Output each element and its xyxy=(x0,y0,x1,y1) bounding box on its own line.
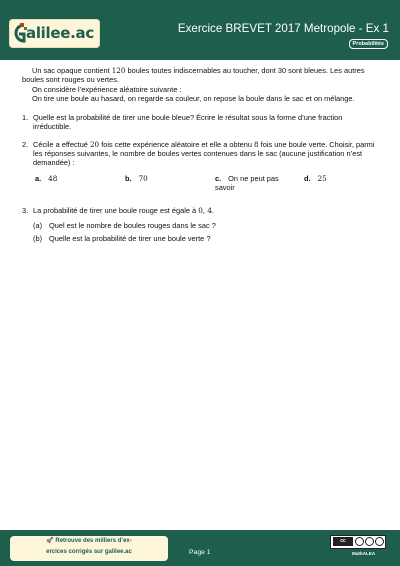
logo-text: alilee.ac xyxy=(26,24,94,42)
sub-question-b: (b) Quelle est la probabilité de tirer une boule verte ? xyxy=(33,234,211,244)
cc-nc-icon xyxy=(375,537,384,546)
question-text: Quelle est la probabilité de tirer une boule bleue? Écrire le résultat sous la forme d’une fraction irréductible. xyxy=(33,113,343,132)
footer-bar xyxy=(0,530,400,566)
creative-commons-icon xyxy=(330,535,386,549)
question-3 xyxy=(22,206,382,244)
exercise-title: Exercice BREVET 2017 Metropole - Ex 1 xyxy=(177,22,389,35)
rocket-icon: 🚀 xyxy=(46,538,56,544)
question-text: Cécile a effectué 20 fois cette expérience aléatoire et elle a obtenu 8 fois une boule verte. Choisir, parmi les réponses suivantes, le nombre de boules vertes contenues dans le sac (aucune justification n’est demandée) : xyxy=(33,139,375,168)
intro-line-2: On considère l’expérience aléatoire suivante : xyxy=(32,84,182,94)
intro-paragraph: Un sac opaque contient 120 boules toutes indiscernables au toucher, dont 30 sont bleues. Les autres boules sont rouges ou vertes. xyxy=(22,66,365,85)
choice-d: d. 25 xyxy=(304,173,327,183)
intro-line-3: On tire une boule au hasard, on regarde sa couleur, on repose la boule dans le sac et on mélange. xyxy=(32,93,355,103)
choice-a: a. 48 xyxy=(35,173,58,183)
galilee-logo[interactable] xyxy=(9,19,100,48)
cc-mark: cc xyxy=(333,537,353,546)
page-number: Page 1 xyxy=(189,549,211,556)
answer-choices xyxy=(33,174,382,196)
sub-question-a: (a) Quel est le nombre de boules rouges dans le sac ? xyxy=(33,220,216,230)
question-2 xyxy=(22,140,382,196)
cc-by-icon xyxy=(355,537,364,546)
question-1 xyxy=(22,113,382,132)
choice-c: c. On ne peut pas savoir xyxy=(215,173,279,192)
question-number: 1. xyxy=(22,113,29,123)
choice-b: b. 70 xyxy=(125,173,148,183)
question-number: 2. xyxy=(22,139,29,149)
topic-badge: Probabilités xyxy=(349,39,388,49)
license-label: MathALEA xyxy=(352,551,376,556)
question-number: 3. xyxy=(22,205,29,215)
promo-link[interactable]: 🚀 Retrouve des milliers d’ex- ercices corrigés sur galilee.ac xyxy=(10,536,168,561)
question-text: La probabilité de tirer une boule rouge est égale à 0, 4. xyxy=(33,205,214,215)
header-bar xyxy=(0,0,400,60)
cc-sa-icon xyxy=(365,537,374,546)
exercise-content xyxy=(22,66,382,244)
